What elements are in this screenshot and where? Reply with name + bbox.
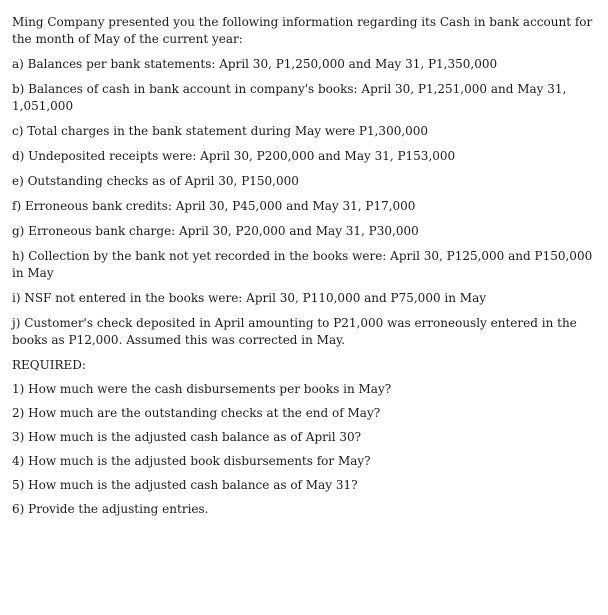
question-6: 6) Provide the adjusting entries. [12, 502, 209, 516]
item-a: a) Balances per bank statements: April 30, P1,250,000 and May 31, P1,350,000 [12, 57, 498, 71]
item-j: j) Customer's check deposited in April amounting to P21,000 was erroneously entered in the books as P12,000. Assumed this was corrected in May. [12, 316, 577, 347]
question-2: 2) How much are the outstanding checks at the end of May? [12, 406, 381, 420]
intro-paragraph: Ming Company presented you the following information regarding its Cash in bank account for the month of May of the current year: [12, 15, 593, 46]
question-5: 5) How much is the adjusted cash balance as of May 31? [12, 478, 358, 492]
required-heading: REQUIRED: [12, 358, 86, 372]
question-1: 1) How much were the cash disbursements per books in May? [12, 382, 392, 396]
item-i: i) NSF not entered in the books were: April 30, P110,000 and P75,000 in May [12, 291, 487, 305]
problem-document [12, 14, 598, 525]
question-3: 3) How much is the adjusted cash balance as of April 30? [12, 430, 362, 444]
item-e: e) Outstanding checks as of April 30, P150,000 [12, 174, 299, 188]
item-g: g) Erroneous bank charge: April 30, P20,000 and May 31, P30,000 [12, 224, 419, 238]
question-4: 4) How much is the adjusted book disbursements for May? [12, 454, 371, 468]
item-c: c) Total charges in the bank statement during May were P1,300,000 [12, 124, 429, 138]
item-d: d) Undeposited receipts were: April 30, P200,000 and May 31, P153,000 [12, 149, 456, 163]
item-b: b) Balances of cash in bank account in company's books: April 30, P1,251,000 and May 31, 1,051,000 [12, 82, 567, 113]
item-f: f) Erroneous bank credits: April 30, P45,000 and May 31, P17,000 [12, 199, 416, 213]
item-h: h) Collection by the bank not yet recorded in the books were: April 30, P125,000 and P150,000 in May [12, 249, 593, 280]
